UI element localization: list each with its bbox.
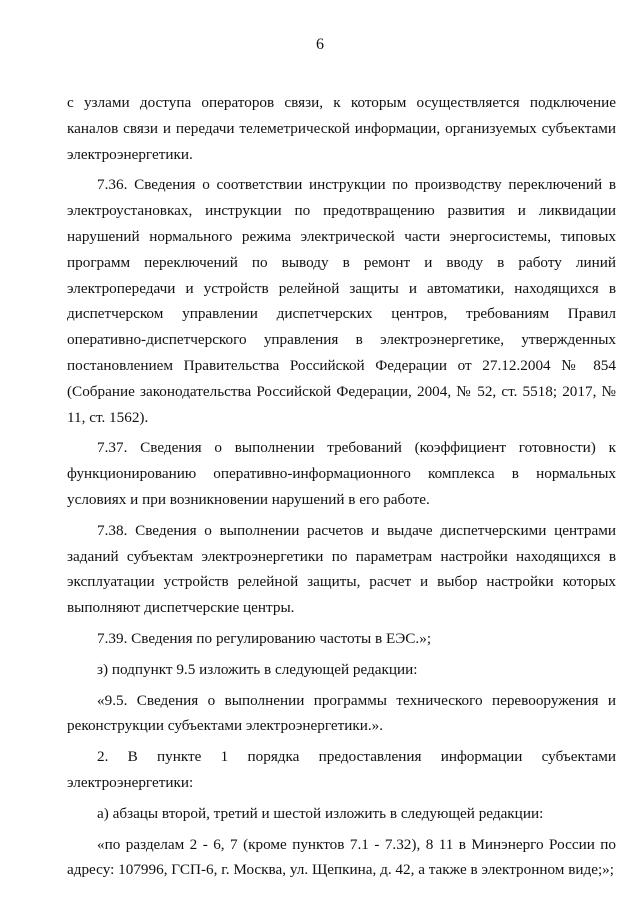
page-number: 6 xyxy=(316,36,324,53)
paragraph-7-38: 7.38. Сведения о выполнении расчетов и выдаче диспетчерскими центрами заданий субъектам электроэнергетики по параметрам настройки находящихся в эксплуатации устройств релейной защиты, расчет и выбор настройки которых выполняют диспетчерские центры. xyxy=(67,521,616,617)
paragraph: с узлами доступа операторов связи, к которым осуществляется подключение каналов связи и передачи телеметрической информации, организуемых субъектами электроэнергетики. xyxy=(67,94,616,163)
paragraph-7-39: 7.39. Сведения по регулированию частоты в ЕЭС.»; xyxy=(97,629,432,647)
paragraph-9-5: «9.5. Сведения о выполнении программы технического перевооружения и реконструкции субъектами электроэнергетики.». xyxy=(67,691,616,735)
document-body xyxy=(67,90,616,883)
paragraph-subitem-a: а) абзацы второй, третий и шестой изложить в следующей редакции: xyxy=(97,804,544,822)
paragraph-item-2: 2. В пункте 1 порядка предоставления информации субъектами электроэнергетики: xyxy=(67,748,616,791)
paragraph-subitem-z: з) подпункт 9.5 изложить в следующей редакции: xyxy=(97,660,418,678)
paragraph-7-37: 7.37. Сведения о выполнении требований (коэффициент готовности) к функционированию оперативно-информационного комплекса в нормальных условиях и при возникновении нарушений в его работе. xyxy=(67,439,616,508)
paragraph-7-36: 7.36. Сведения о соответствии инструкции по производству переключений в электроустановках, инструкции по предотвращению развития и ликвидации нарушений нормального режима электрической части энергосистемы, типовых программ переключений по выводу в ремонт и вводу в работу линий электропередачи и устройств релейной защиты и автоматики, находящихся в диспетчерском управлении диспетчерских центров, требованиям Правил оперативно-диспетчерского управления в электроэнергетике, утвержденных постановлением Правительства Российской Федерации от 27.12.2004 № 854 (Собрание законодательства Российской Федерации, 2004, № 52, ст. 5518; 2017, № 11, ст. 1562). xyxy=(67,176,616,426)
paragraph-quote: «по разделам 2 - 6, 7 (кроме пунктов 7.1 - 7.32), 8 11 в Минэнерго России по адресу: 107996, ГСП-6, г. Москва, ул. Щепкина, д. 42, а также в электронном виде;»; xyxy=(67,835,616,879)
